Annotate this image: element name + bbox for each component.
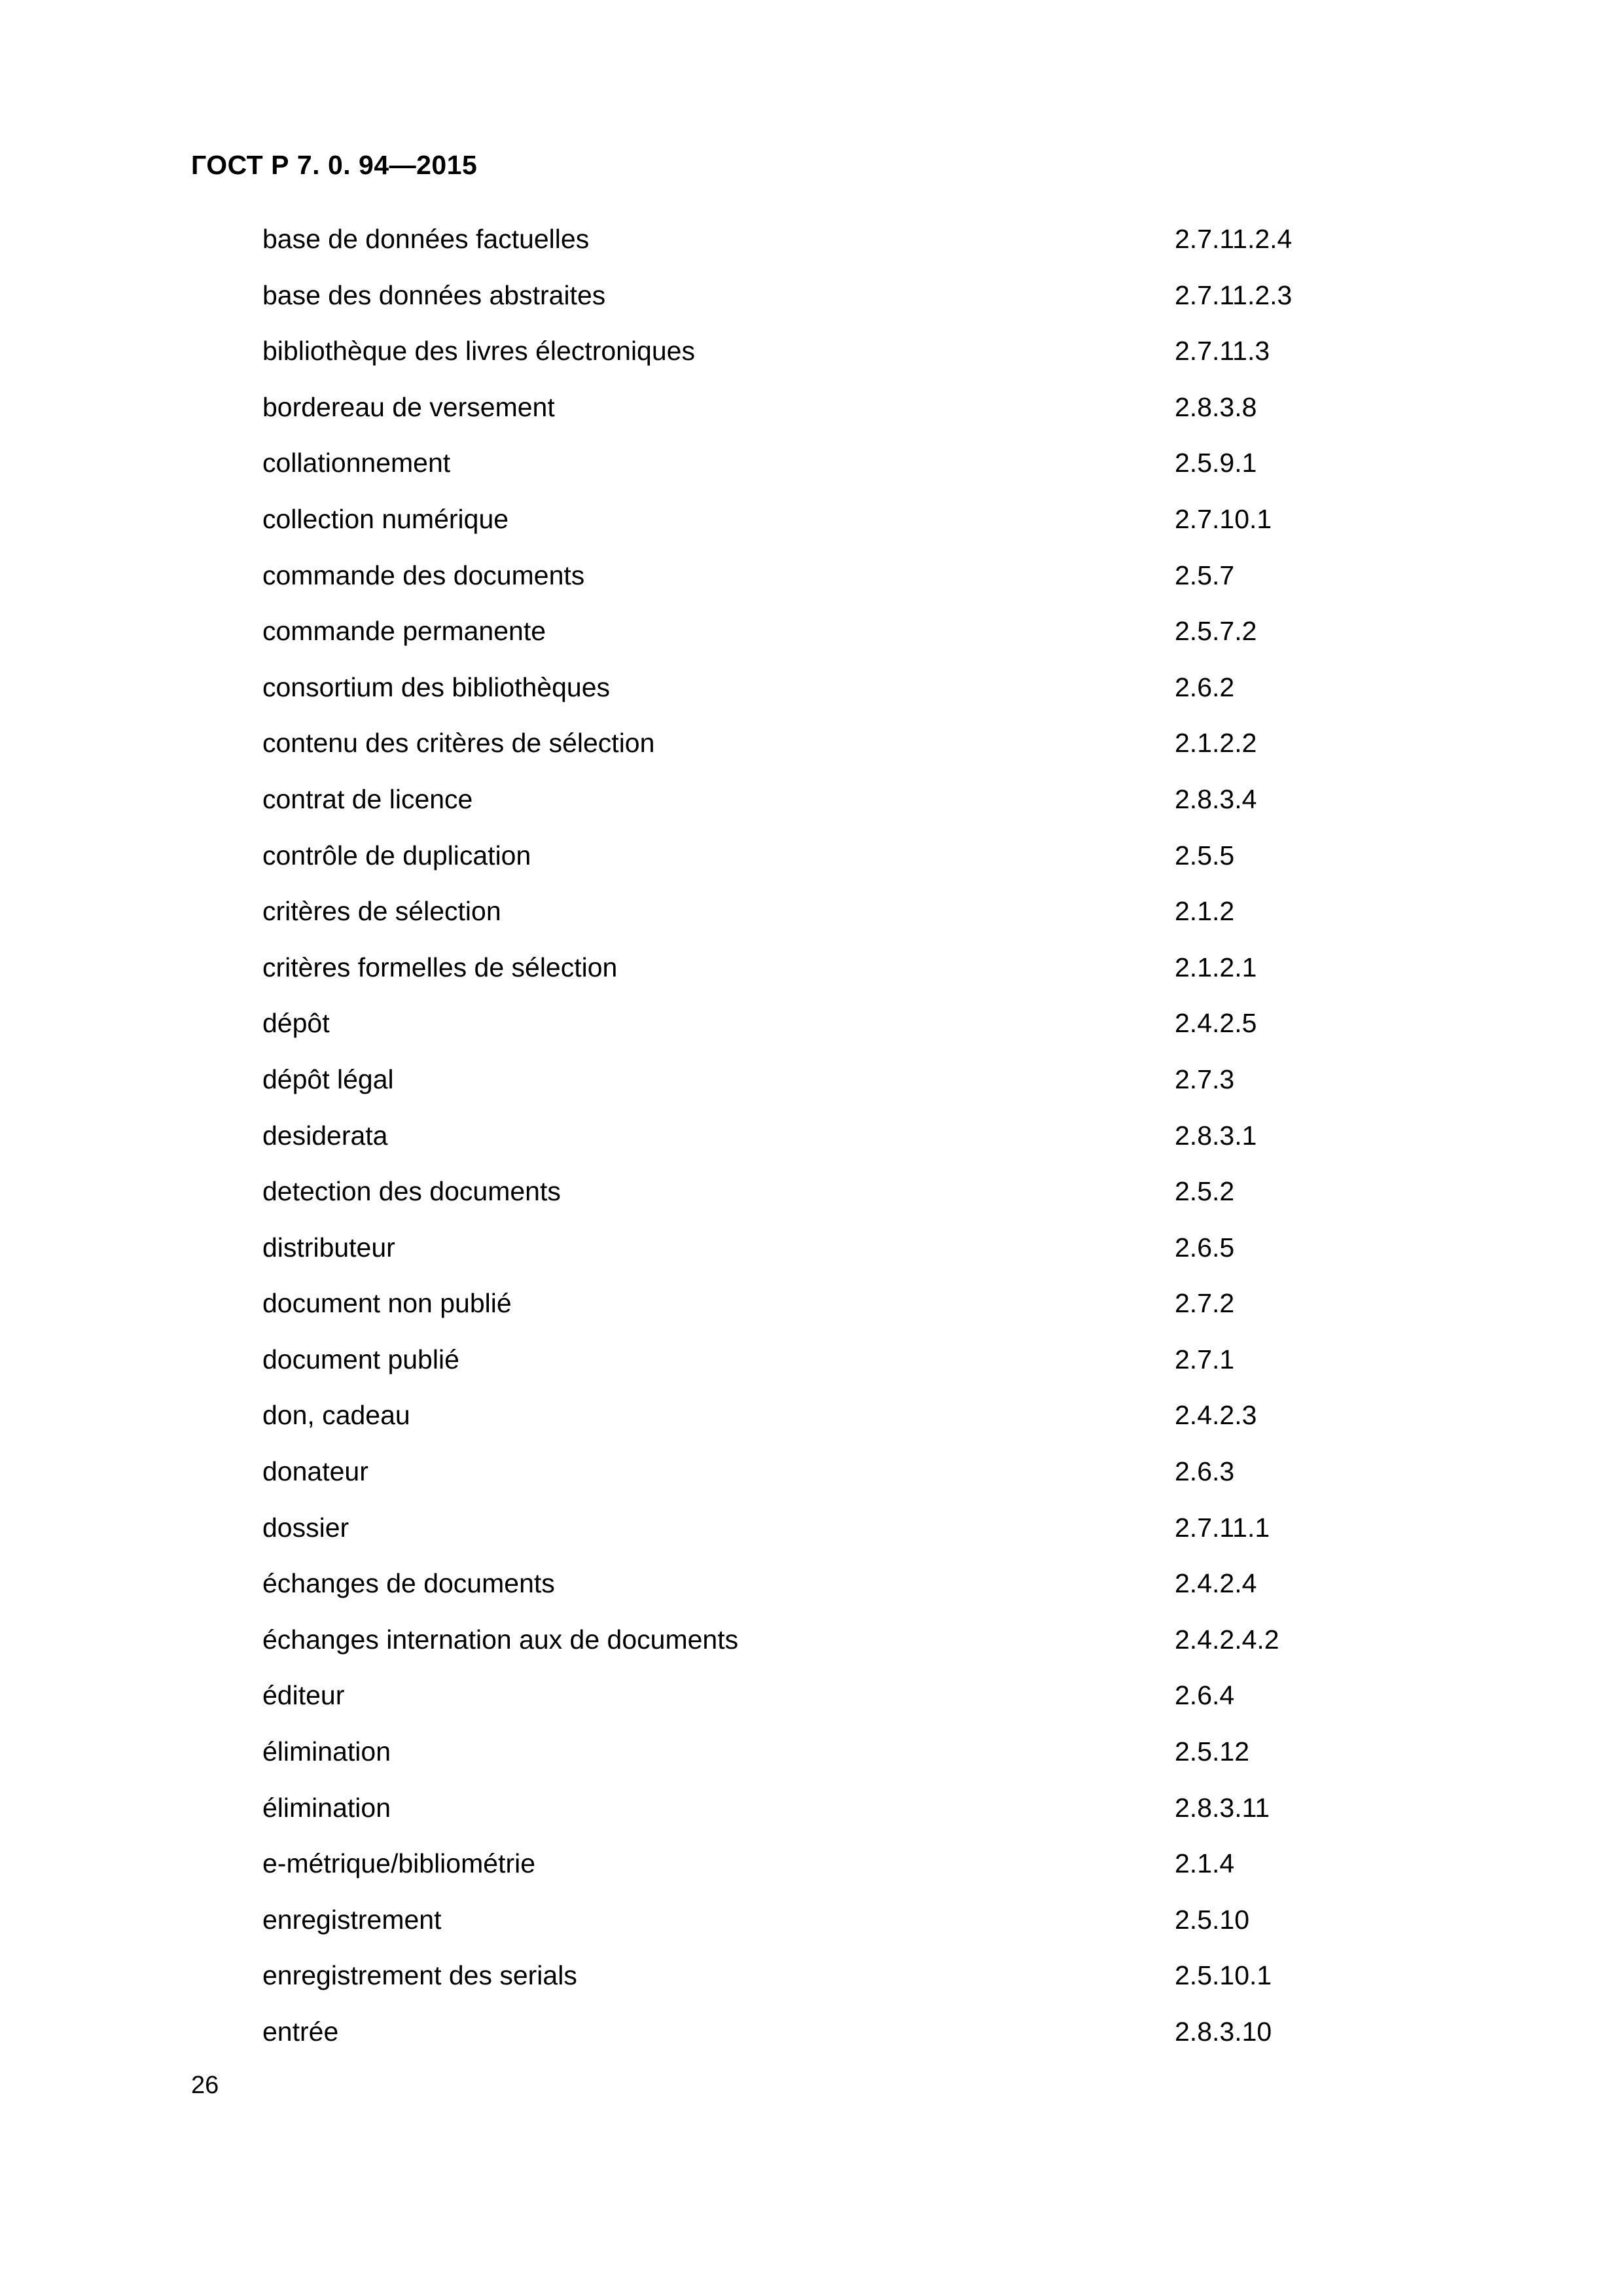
index-reference: 2.4.2.4.2 [1175,1624,1279,1655]
index-term: entrée [262,2017,339,2047]
index-reference: 2.7.11.3 [1175,336,1270,367]
index-term: contrôle de duplication [262,840,531,870]
index-reference: 2.5.7 [1175,560,1235,590]
index-entry [262,1509,1375,1566]
term-index-list [262,221,1375,2070]
index-reference: 2.1.2.2 [1175,728,1257,759]
index-reference: 2.7.2 [1175,1288,1235,1319]
index-reference: 2.6.2 [1175,672,1235,702]
index-term: enregistrement [262,1904,442,1935]
index-reference: 2.5.10 [1175,1904,1249,1935]
index-entry [262,444,1375,501]
index-reference: 2.6.5 [1175,1232,1235,1263]
index-term: dossier [262,1512,349,1543]
index-term: collationnement [262,448,451,478]
index-term: collection numérique [262,503,509,534]
index-reference: 2.8.3.1 [1175,1120,1257,1151]
index-reference: 2.7.10.1 [1175,503,1272,534]
index-entry [262,501,1375,557]
index-entry [262,725,1375,781]
index-reference: 2.8.3.10 [1175,2017,1272,2047]
index-term: document non publié [262,1288,512,1319]
index-term: document publié [262,1344,459,1374]
index-reference: 2.5.5 [1175,840,1235,870]
index-reference: 2.7.11.1 [1175,1512,1270,1543]
index-reference: 2.6.3 [1175,1456,1235,1487]
index-term: commande des documents [262,560,585,590]
index-term: bibliothèque des livres électroniques [262,336,695,367]
index-term: élimination [262,1792,391,1823]
index-reference: 2.1.4 [1175,1848,1235,1879]
index-entry [262,1005,1375,1061]
index-term: échanges internation aux de documents [262,1624,739,1655]
index-entry [262,1397,1375,1453]
index-term: base des données abstraites [262,279,606,310]
index-entry [262,1285,1375,1341]
index-term: échanges de documents [262,1568,555,1599]
index-reference: 2.8.3.11 [1175,1792,1270,1823]
index-entry [262,781,1375,837]
index-entry [262,1453,1375,1509]
index-reference: 2.4.2.4 [1175,1568,1257,1599]
index-entry [262,669,1375,725]
index-entry [262,1733,1375,1789]
index-entry [262,1901,1375,1958]
index-reference: 2.8.3.4 [1175,783,1257,814]
index-reference: 2.1.2.1 [1175,952,1257,982]
index-entry [262,1173,1375,1229]
index-term: e-métrique/bibliométrie [262,1848,536,1879]
index-entry [262,949,1375,1005]
index-entry [262,613,1375,669]
index-term: contrat de licence [262,783,473,814]
index-term: commande permanente [262,616,546,647]
index-term: enregistrement des serials [262,1960,577,1991]
index-entry [262,893,1375,949]
index-entry [262,1845,1375,1901]
index-entry [262,1565,1375,1621]
index-term: contenu des critères de sélection [262,728,655,759]
index-reference: 2.5.12 [1175,1736,1249,1767]
index-reference: 2.5.10.1 [1175,1960,1272,1991]
index-term: donateur [262,1456,368,1487]
page-number: 26 [191,2072,219,2099]
index-entry [262,1341,1375,1397]
index-entry [262,1677,1375,1733]
index-entry [262,1229,1375,1285]
index-reference: 2.5.7.2 [1175,616,1257,647]
index-reference: 2.4.2.5 [1175,1008,1257,1039]
index-entry [262,1621,1375,1677]
index-reference: 2.5.9.1 [1175,448,1257,478]
index-reference: 2.5.2 [1175,1176,1235,1207]
index-entry [262,221,1375,277]
index-term: critères de sélection [262,896,501,927]
index-term: dépôt légal [262,1064,394,1094]
index-term: consortium des bibliothèques [262,672,611,702]
index-reference: 2.7.1 [1175,1344,1235,1374]
index-reference: 2.7.3 [1175,1064,1235,1094]
index-reference: 2.4.2.3 [1175,1400,1257,1431]
index-reference: 2.1.2 [1175,896,1235,927]
index-term: critères formelles de sélection [262,952,618,982]
index-term: éditeur [262,1680,345,1711]
index-entry [262,277,1375,333]
index-reference: 2.6.4 [1175,1680,1235,1711]
index-term: élimination [262,1736,391,1767]
index-term: distributeur [262,1232,395,1263]
index-entry [262,837,1375,893]
index-entry [262,1117,1375,1174]
index-entry [262,1957,1375,2013]
index-entry [262,557,1375,613]
document-header: ГОСТ Р 7. 0. 94—2015 [191,150,478,180]
index-entry [262,1789,1375,1846]
index-term: don, cadeau [262,1400,410,1431]
index-reference: 2.8.3.8 [1175,391,1257,422]
index-term: detection des documents [262,1176,561,1207]
index-term: dépôt [262,1008,330,1039]
index-entry [262,389,1375,445]
index-term: bordereau de versement [262,391,555,422]
index-term: desiderata [262,1120,388,1151]
index-term: base de données factuelles [262,224,590,254]
index-entry [262,2013,1375,2070]
index-entry [262,1061,1375,1117]
index-entry [262,332,1375,389]
index-reference: 2.7.11.2.4 [1175,224,1293,254]
index-reference: 2.7.11.2.3 [1175,279,1293,310]
